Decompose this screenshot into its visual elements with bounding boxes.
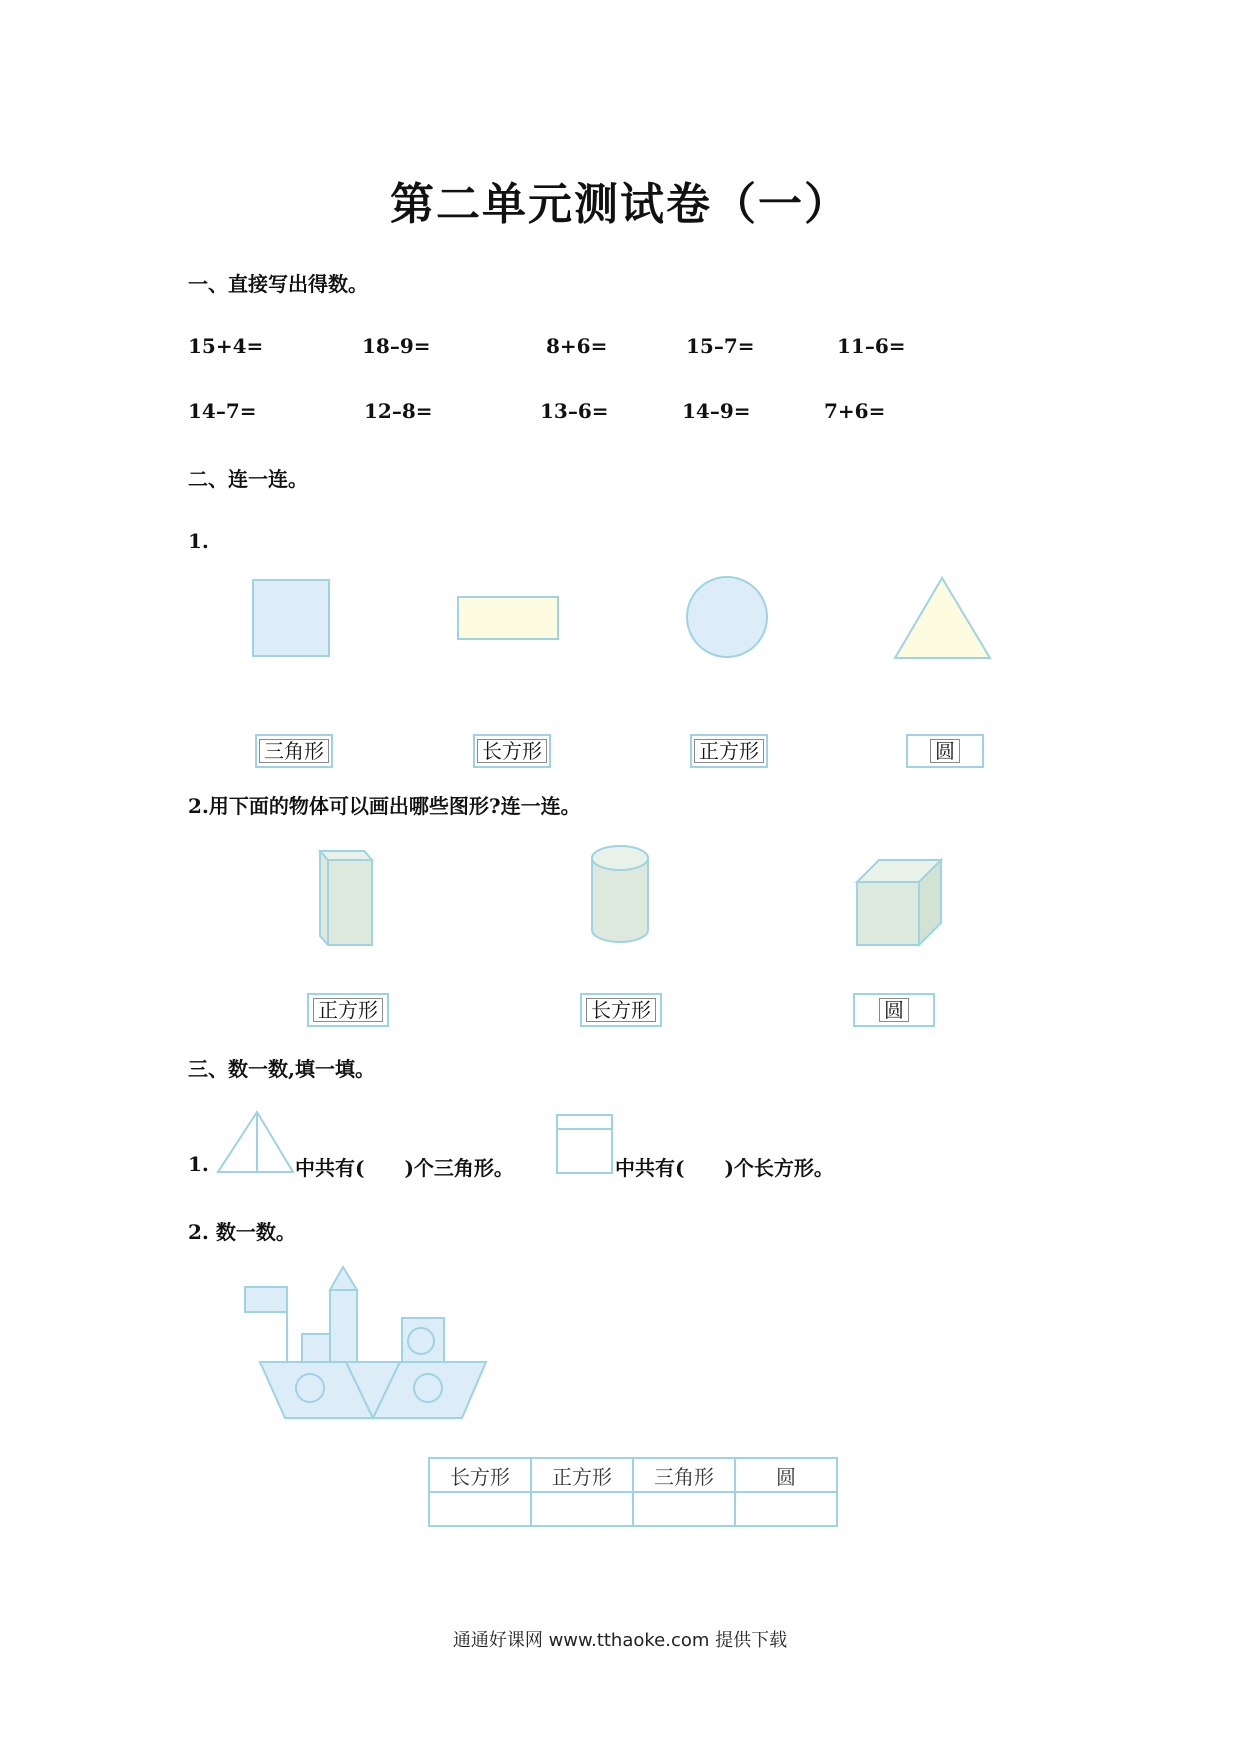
question-number: 1. (188, 1152, 209, 1176)
table-header-cell: 正方形 (531, 1458, 633, 1492)
small-square (302, 1334, 330, 1362)
label-circle[interactable]: 圆 (906, 734, 984, 768)
equation: 13–6= (540, 399, 609, 423)
footer-text: 通通好课网 www.tthaoke.com 提供下载 (452, 1630, 788, 1651)
tower-triangle (330, 1267, 357, 1290)
table-answer-row (429, 1492, 837, 1526)
question-text: 中共有( )个长方形。 (615, 1156, 834, 1180)
section-2-heading: 二、连一连。 (188, 467, 308, 491)
equation: 18–9= (362, 334, 431, 358)
answer-cell[interactable] (531, 1492, 633, 1526)
page-title: 第二单元测试卷（一） (390, 179, 850, 230)
table-header-cell: 长方形 (429, 1458, 531, 1492)
tower-rectangle (330, 1290, 357, 1362)
section-1-heading: 一、直接写出得数。 (188, 272, 368, 296)
equation: 8+6= (546, 334, 608, 358)
label-triangle[interactable]: 三角形 (255, 734, 333, 768)
equation: 7+6= (824, 399, 886, 423)
table-header-cell: 三角形 (633, 1458, 735, 1492)
equation: 15–7= (686, 334, 755, 358)
hull-circle-right (414, 1374, 442, 1402)
question-text: 中共有( )个三角形。 (295, 1156, 514, 1180)
answer-cell[interactable] (429, 1492, 531, 1526)
table-header-row (429, 1458, 837, 1492)
question-2-text: 2.用下面的物体可以画出哪些图形?连一连。 (188, 794, 581, 818)
label-rectangle-2[interactable]: 长方形 (580, 993, 662, 1027)
flag-rectangle (245, 1287, 287, 1312)
answer-cell[interactable] (633, 1492, 735, 1526)
equation: 14–7= (188, 399, 257, 423)
count-table (428, 1457, 838, 1527)
equation: 14–9= (682, 399, 751, 423)
answer-cell[interactable] (735, 1492, 837, 1526)
label-square[interactable]: 正方形 (690, 734, 768, 768)
label-square-2[interactable]: 正方形 (307, 993, 389, 1027)
equation: 12–8= (364, 399, 433, 423)
label-rectangle[interactable]: 长方形 (473, 734, 551, 768)
question-number: 1. (188, 529, 209, 553)
section-3-heading: 三、数一数,填一填。 (188, 1057, 375, 1081)
question-2-text: 2. 数一数。 (188, 1220, 296, 1244)
label-circle-2[interactable]: 圆 (853, 993, 935, 1027)
equation: 11–6= (837, 334, 906, 358)
equation: 15+4= (188, 334, 264, 358)
table-header-cell: 圆 (735, 1458, 837, 1492)
cabin-circle (408, 1328, 434, 1354)
hull-circle-left (296, 1374, 324, 1402)
